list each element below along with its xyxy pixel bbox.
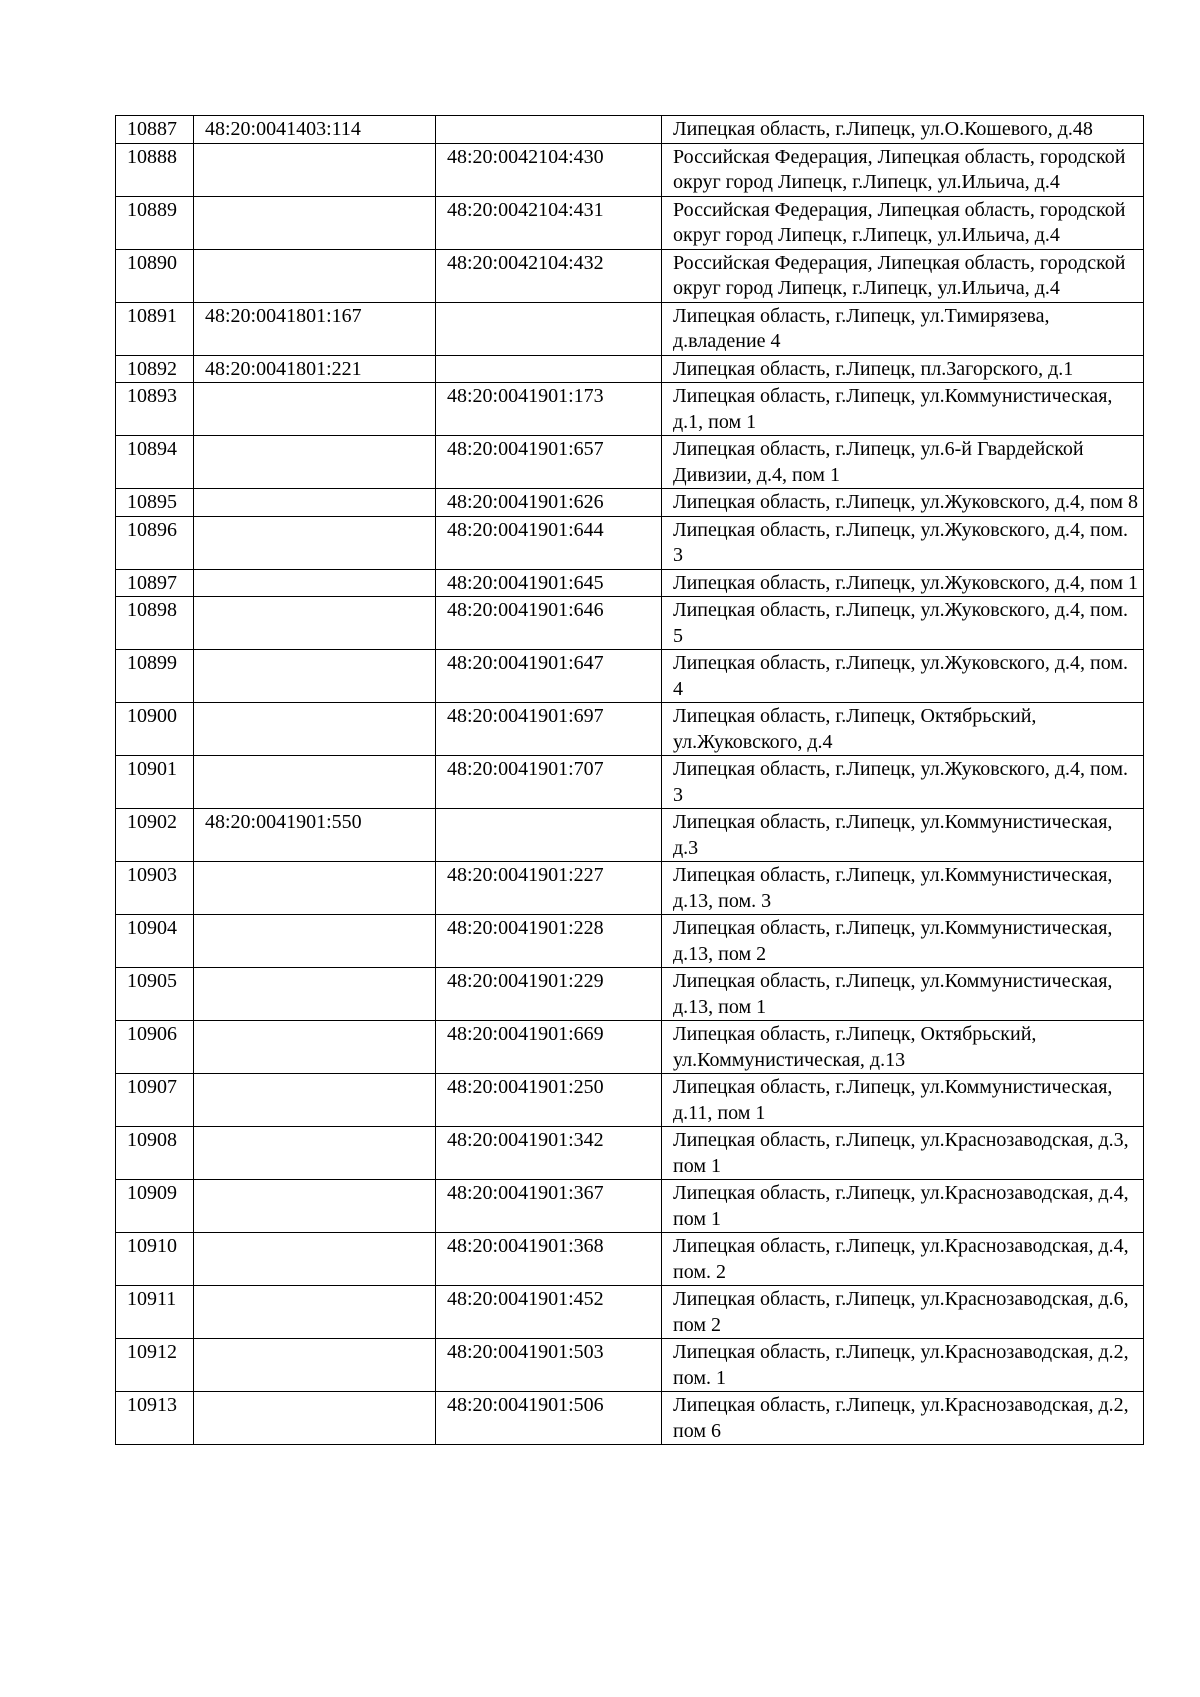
row-number: 10892 xyxy=(116,355,194,383)
table-row xyxy=(116,650,1144,703)
property-registry-table xyxy=(115,115,1144,1445)
address: Липецкая область, г.Липецк, ул.Коммунистическая, д.13, пом 1 xyxy=(662,968,1144,1021)
land-cadastral-number xyxy=(194,1392,436,1445)
row-number: 10888 xyxy=(116,143,194,196)
land-cadastral-number: 48:20:0041901:550 xyxy=(194,809,436,862)
land-cadastral-number xyxy=(194,1233,436,1286)
land-cadastral-number: 48:20:0041403:114 xyxy=(194,116,436,144)
object-cadastral-number xyxy=(436,116,662,144)
object-cadastral-number: 48:20:0041901:646 xyxy=(436,597,662,650)
land-cadastral-number xyxy=(194,383,436,436)
row-number: 10909 xyxy=(116,1180,194,1233)
table-row xyxy=(116,756,1144,809)
table-row xyxy=(116,1180,1144,1233)
address: Липецкая область, г.Липецк, ул.Краснозаводская, д.3, пом 1 xyxy=(662,1127,1144,1180)
row-number: 10899 xyxy=(116,650,194,703)
land-cadastral-number xyxy=(194,862,436,915)
object-cadastral-number xyxy=(436,809,662,862)
row-number: 10903 xyxy=(116,862,194,915)
registry-table-body xyxy=(116,116,1144,1445)
object-cadastral-number: 48:20:0041901:342 xyxy=(436,1127,662,1180)
address: Липецкая область, г.Липецк, ул.Жуковского, д.4, пом. 3 xyxy=(662,756,1144,809)
row-number: 10896 xyxy=(116,516,194,569)
row-number: 10908 xyxy=(116,1127,194,1180)
land-cadastral-number xyxy=(194,569,436,597)
row-number: 10894 xyxy=(116,436,194,489)
land-cadastral-number xyxy=(194,1074,436,1127)
table-row xyxy=(116,1286,1144,1339)
object-cadastral-number: 48:20:0041901:707 xyxy=(436,756,662,809)
address: Липецкая область, г.Липецк, ул.Жуковского, д.4, пом. 5 xyxy=(662,597,1144,650)
address: Липецкая область, г.Липецк, ул.О.Кошевого, д.48 xyxy=(662,116,1144,144)
table-row xyxy=(116,1127,1144,1180)
table-row xyxy=(116,516,1144,569)
row-number: 10907 xyxy=(116,1074,194,1127)
table-row xyxy=(116,597,1144,650)
land-cadastral-number xyxy=(194,489,436,517)
address: Липецкая область, г.Липецк, ул.Жуковского, д.4, пом. 3 xyxy=(662,516,1144,569)
row-number: 10904 xyxy=(116,915,194,968)
table-row xyxy=(116,355,1144,383)
row-number: 10910 xyxy=(116,1233,194,1286)
object-cadastral-number: 48:20:0041901:626 xyxy=(436,489,662,517)
address: Липецкая область, г.Липецк, ул.Коммунистическая, д.1, пом 1 xyxy=(662,383,1144,436)
table-row xyxy=(116,915,1144,968)
land-cadastral-number xyxy=(194,968,436,1021)
object-cadastral-number xyxy=(436,302,662,355)
object-cadastral-number: 48:20:0042104:431 xyxy=(436,196,662,249)
table-row xyxy=(116,1392,1144,1445)
address: Липецкая область, г.Липецк, ул.Жуковского, д.4, пом. 4 xyxy=(662,650,1144,703)
land-cadastral-number xyxy=(194,196,436,249)
object-cadastral-number: 48:20:0041901:228 xyxy=(436,915,662,968)
row-number: 10897 xyxy=(116,569,194,597)
object-cadastral-number: 48:20:0041901:503 xyxy=(436,1339,662,1392)
object-cadastral-number: 48:20:0041901:644 xyxy=(436,516,662,569)
land-cadastral-number xyxy=(194,915,436,968)
document-page xyxy=(115,115,1143,1445)
address: Липецкая область, г.Липецк, Октябрьский, ул.Коммунистическая, д.13 xyxy=(662,1021,1144,1074)
object-cadastral-number: 48:20:0041901:250 xyxy=(436,1074,662,1127)
table-row xyxy=(116,1233,1144,1286)
address: Российская Федерация, Липецкая область, городской округ город Липецк, г.Липецк, ул.Ильича, д.4 xyxy=(662,143,1144,196)
address: Липецкая область, г.Липецк, ул.Краснозаводская, д.2, пом 6 xyxy=(662,1392,1144,1445)
object-cadastral-number: 48:20:0041901:367 xyxy=(436,1180,662,1233)
address: Липецкая область, г.Липецк, ул.Краснозаводская, д.2, пом. 1 xyxy=(662,1339,1144,1392)
land-cadastral-number: 48:20:0041801:221 xyxy=(194,355,436,383)
table-row xyxy=(116,436,1144,489)
object-cadastral-number: 48:20:0041901:452 xyxy=(436,1286,662,1339)
table-row xyxy=(116,302,1144,355)
land-cadastral-number xyxy=(194,703,436,756)
address: Липецкая область, г.Липецк, ул.Краснозаводская, д.4, пом. 2 xyxy=(662,1233,1144,1286)
land-cadastral-number xyxy=(194,597,436,650)
object-cadastral-number: 48:20:0042104:430 xyxy=(436,143,662,196)
table-row xyxy=(116,569,1144,597)
address: Липецкая область, г.Липецк, ул.Краснозаводская, д.4, пом 1 xyxy=(662,1180,1144,1233)
address: Липецкая область, г.Липецк, ул.Краснозаводская, д.6, пом 2 xyxy=(662,1286,1144,1339)
table-row xyxy=(116,196,1144,249)
address: Липецкая область, г.Липецк, ул.Коммунистическая, д.3 xyxy=(662,809,1144,862)
object-cadastral-number: 48:20:0041901:669 xyxy=(436,1021,662,1074)
object-cadastral-number: 48:20:0041901:657 xyxy=(436,436,662,489)
address: Липецкая область, г.Липецк, ул.Коммунистическая, д.13, пом. 3 xyxy=(662,862,1144,915)
table-row xyxy=(116,1021,1144,1074)
table-row xyxy=(116,703,1144,756)
row-number: 10891 xyxy=(116,302,194,355)
address: Липецкая область, г.Липецк, ул.Коммунистическая, д.13, пом 2 xyxy=(662,915,1144,968)
object-cadastral-number: 48:20:0041901:506 xyxy=(436,1392,662,1445)
address: Липецкая область, г.Липецк, ул.Коммунистическая, д.11, пом 1 xyxy=(662,1074,1144,1127)
row-number: 10902 xyxy=(116,809,194,862)
land-cadastral-number xyxy=(194,1286,436,1339)
row-number: 10887 xyxy=(116,116,194,144)
table-row xyxy=(116,862,1144,915)
land-cadastral-number xyxy=(194,143,436,196)
table-row xyxy=(116,489,1144,517)
row-number: 10898 xyxy=(116,597,194,650)
table-row xyxy=(116,809,1144,862)
row-number: 10906 xyxy=(116,1021,194,1074)
land-cadastral-number xyxy=(194,756,436,809)
object-cadastral-number: 48:20:0041901:227 xyxy=(436,862,662,915)
address: Липецкая область, г.Липецк, ул.Жуковского, д.4, пом 1 xyxy=(662,569,1144,597)
row-number: 10893 xyxy=(116,383,194,436)
object-cadastral-number xyxy=(436,355,662,383)
table-row xyxy=(116,1074,1144,1127)
land-cadastral-number: 48:20:0041801:167 xyxy=(194,302,436,355)
row-number: 10890 xyxy=(116,249,194,302)
address: Российская Федерация, Липецкая область, городской округ город Липецк, г.Липецк, ул.Ильича, д.4 xyxy=(662,249,1144,302)
land-cadastral-number xyxy=(194,650,436,703)
object-cadastral-number: 48:20:0041901:697 xyxy=(436,703,662,756)
land-cadastral-number xyxy=(194,1127,436,1180)
table-row xyxy=(116,1339,1144,1392)
row-number: 10905 xyxy=(116,968,194,1021)
row-number: 10895 xyxy=(116,489,194,517)
object-cadastral-number: 48:20:0041901:645 xyxy=(436,569,662,597)
table-row xyxy=(116,249,1144,302)
land-cadastral-number xyxy=(194,516,436,569)
object-cadastral-number: 48:20:0042104:432 xyxy=(436,249,662,302)
address: Липецкая область, г.Липецк, ул.Жуковского, д.4, пом 8 xyxy=(662,489,1144,517)
object-cadastral-number: 48:20:0041901:647 xyxy=(436,650,662,703)
table-row xyxy=(116,383,1144,436)
row-number: 10901 xyxy=(116,756,194,809)
row-number: 10911 xyxy=(116,1286,194,1339)
land-cadastral-number xyxy=(194,1180,436,1233)
object-cadastral-number: 48:20:0041901:229 xyxy=(436,968,662,1021)
object-cadastral-number: 48:20:0041901:173 xyxy=(436,383,662,436)
table-row xyxy=(116,968,1144,1021)
land-cadastral-number xyxy=(194,249,436,302)
address: Российская Федерация, Липецкая область, городской округ город Липецк, г.Липецк, ул.Ильича, д.4 xyxy=(662,196,1144,249)
address: Липецкая область, г.Липецк, ул.Тимирязева, д.владение 4 xyxy=(662,302,1144,355)
address: Липецкая область, г.Липецк, Октябрьский, ул.Жуковского, д.4 xyxy=(662,703,1144,756)
land-cadastral-number xyxy=(194,1021,436,1074)
row-number: 10913 xyxy=(116,1392,194,1445)
row-number: 10900 xyxy=(116,703,194,756)
row-number: 10889 xyxy=(116,196,194,249)
object-cadastral-number: 48:20:0041901:368 xyxy=(436,1233,662,1286)
address: Липецкая область, г.Липецк, ул.6-й Гвардейской Дивизии, д.4, пом 1 xyxy=(662,436,1144,489)
land-cadastral-number xyxy=(194,1339,436,1392)
address: Липецкая область, г.Липецк, пл.Загорского, д.1 xyxy=(662,355,1144,383)
land-cadastral-number xyxy=(194,436,436,489)
row-number: 10912 xyxy=(116,1339,194,1392)
table-row xyxy=(116,143,1144,196)
table-row xyxy=(116,116,1144,144)
